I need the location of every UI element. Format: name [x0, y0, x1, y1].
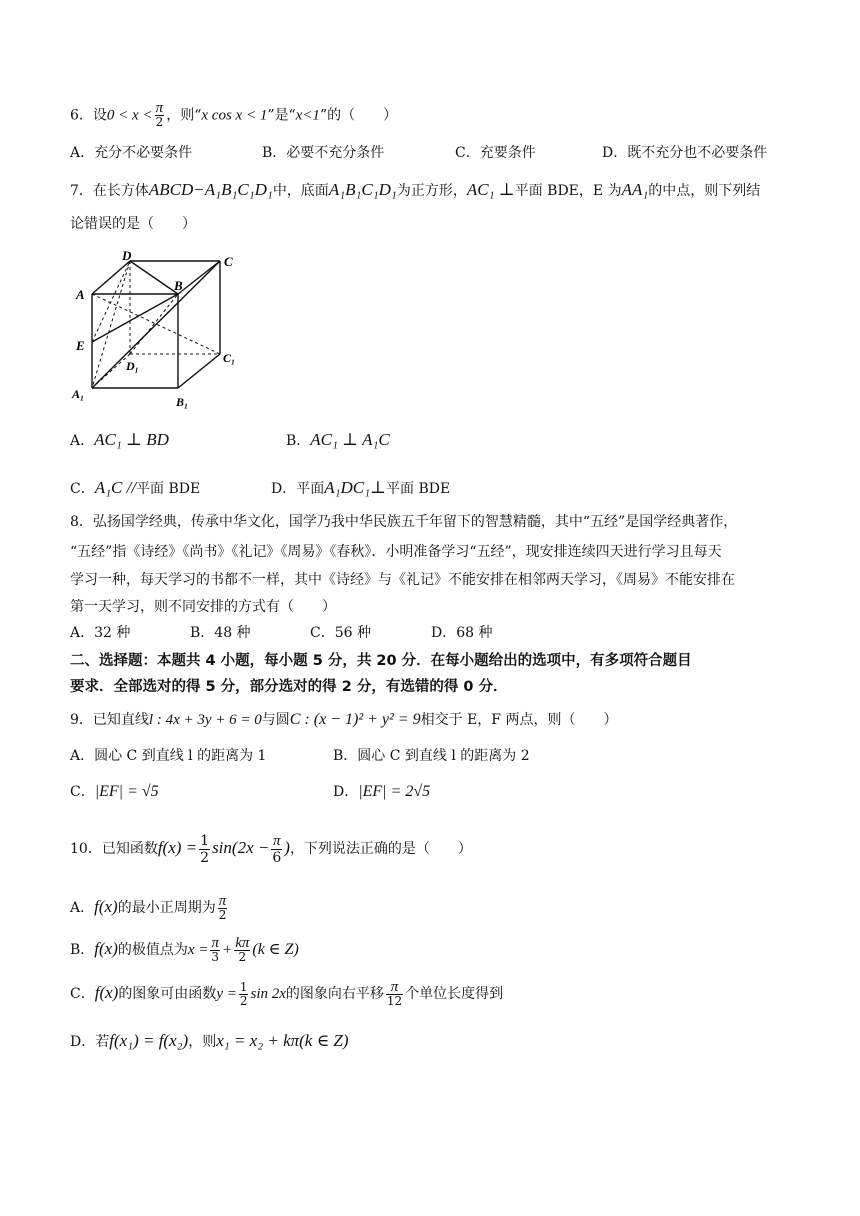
q6-option-d: D．既不充分也不必要条件	[602, 145, 768, 161]
q6-stem-c: ”是“	[267, 107, 296, 124]
q10-optc-sn: π	[386, 981, 403, 995]
q10-optc-text2: 的图象向右平移	[285, 986, 384, 1002]
q6-two: 2	[155, 115, 164, 129]
q7-opta-label: A．	[70, 433, 95, 449]
q10-optb-f1n: π	[211, 934, 219, 951]
q10-opta-text: 的最小正周期为	[117, 900, 216, 916]
q7-stem-a: 7．在长方体	[70, 183, 149, 199]
q10-option-d	[70, 1028, 349, 1055]
q9-circle-eq: C : (x − 1)² + y² = 9	[289, 711, 421, 728]
q8-option-a: A．32 种	[70, 625, 131, 641]
q8-line3: 学习一种，每天学习的书都不一样，其中《诗经》与《礼记》不能安排在相邻两天学习，《周易》不能安排在	[70, 572, 735, 588]
q9-stem-a: 9．已知直线	[70, 712, 149, 728]
q10-opta-label: A．	[70, 900, 95, 916]
q7-stem	[70, 180, 760, 201]
q7-optc-math: A₁C //	[94, 478, 137, 497]
q10-optb-label: B．	[70, 942, 95, 958]
q7-option-d	[271, 478, 450, 499]
fig-label-c: C	[224, 254, 233, 269]
q8-line1: 8．弘扬国学经典，传承中华文化，国学乃我中华民族五千年留下的智慧精髓，其中“五经”是国学经典著作，	[70, 514, 738, 530]
q10-half-den: 2	[200, 849, 210, 866]
q7-option-a	[70, 430, 169, 451]
q10-optb-tail: (k ∈ Z)	[252, 941, 299, 958]
q7-stem-b: 中，底面	[272, 183, 329, 199]
fig-label-c1: C₁	[223, 351, 236, 365]
q10-opta-fx: f(x)	[94, 897, 118, 916]
q7-stem-e: 的中点，则下列结	[648, 183, 761, 199]
q7-stem-c: 为正方形，	[396, 183, 467, 199]
q10-optd-label: D．若	[70, 1034, 110, 1050]
q10-optb-text: 的极值点为	[117, 942, 188, 958]
q6-expr2: x<1	[295, 107, 320, 124]
q6-stem-b: ，则“	[166, 107, 202, 124]
q6-pi: π	[155, 100, 164, 116]
q10-optb-plus: +	[222, 942, 233, 958]
q10-pi-over-6	[271, 833, 282, 866]
q9-optc-math: |EF| = √5	[94, 783, 159, 800]
q10-stem-a: 10．已知函数	[70, 841, 158, 857]
q7-ac1: AC₁ ⊥	[466, 180, 515, 199]
q7-optd-label: D．平面	[271, 481, 325, 497]
q10-optb-f2d: 2	[238, 949, 247, 964]
q9-option-b: B．圆心 C 到直线 l 的距离为 2	[333, 748, 530, 764]
q6-pi-over-2	[155, 102, 165, 129]
q10-option-b	[70, 932, 299, 967]
q6-option-c: C．充要条件	[455, 145, 536, 161]
q7-stem-line2: 论错误的是（ ）	[70, 216, 196, 232]
q10-opta-frac	[218, 892, 228, 922]
q10-optc-label: C．	[70, 986, 95, 1002]
q10-optc-hn: 1	[239, 979, 248, 994]
q6-option-a: A．充分不必要条件	[70, 145, 193, 161]
q10-optb-x: x =	[187, 942, 209, 958]
q7-optc-label: C．	[70, 481, 95, 497]
q9-option-c	[70, 782, 159, 802]
q10-optc-shift	[386, 978, 403, 1008]
section2-line1: 二、选择题：本题共 4 小题，每小题 5 分，共 20 分．在每小题给出的选项中，有多项符合题目	[70, 653, 692, 669]
q10-option-a	[70, 890, 229, 925]
q6-option-b: B．必要不充分条件	[262, 145, 385, 161]
q10-optc-half	[239, 981, 249, 1008]
q10-f-lhs: f(x) =	[157, 838, 198, 857]
q6-stem-d: ”的（ ）	[319, 107, 398, 124]
q7-stem-d: 平面 BDE，E 为	[514, 183, 622, 199]
q8-option-c: C．56 种	[310, 625, 371, 641]
q10-optb-f2n: kπ	[235, 934, 250, 951]
q10-sin-a: sin(2x −	[212, 838, 270, 857]
q10-optd-res: x₁ = x₂ + kπ(k ∈ Z)	[216, 1031, 349, 1050]
fig-label-a: A	[76, 287, 85, 302]
fig-label-b1: B₁	[176, 395, 189, 409]
q10-optc-sd: 12	[386, 993, 403, 1008]
q10-sin-b: )	[284, 838, 290, 857]
q9-optd-math: |EF| = 2√5	[358, 783, 431, 800]
q7-optc-tail: 平面 BDE	[136, 481, 201, 497]
q8-option-d: D．68 种	[431, 625, 493, 641]
q9-stem-c: 相交于 E，F 两点，则（ ）	[420, 712, 618, 728]
q7-base: A₁B₁C₁D₁	[328, 180, 397, 199]
q7-solid: ABCD−A₁B₁C₁D₁	[148, 180, 273, 199]
fig-label-b: B	[174, 278, 183, 293]
q9-optd-label: D．	[333, 784, 359, 800]
q7-option-c	[70, 478, 200, 499]
q7-optd-math: A₁DC₁⊥	[324, 478, 387, 497]
q6-expr1: x cos x < 1	[201, 107, 268, 124]
q10-optb-f1d: 3	[211, 949, 220, 964]
q10-half	[199, 833, 210, 866]
section2-line2: 要求．全部选对的得 5 分，部分选对的得 2 分，有选错的得 0 分．	[70, 679, 508, 695]
q7-optb-label: B．	[286, 433, 311, 449]
q7-opta-math: AC₁ ⊥ BD	[94, 430, 169, 449]
fig-label-e: E	[76, 338, 85, 353]
q8-line4: 第一天学习，则不同安排的方式有（ ）	[70, 599, 336, 615]
q10-optd-text: ，则	[188, 1034, 217, 1050]
q10-stem-b: ，下列说法正确的是（ ）	[289, 841, 472, 857]
q7-optd-tail: 平面 BDE	[386, 481, 451, 497]
q10-optb-frac2	[234, 934, 250, 964]
q6-cond: 0 < x <	[106, 107, 153, 124]
q8-option-b: B．48 种	[190, 625, 251, 641]
q10-opta-den: 2	[218, 907, 227, 922]
q10-optc-sin: sin 2x	[250, 986, 286, 1002]
q9-stem	[70, 710, 617, 730]
fig-label-d: D	[122, 248, 132, 263]
q10-optb-fx: f(x)	[94, 939, 118, 958]
fig-label-a1: A₁	[72, 387, 85, 401]
q10-optc-fx: f(x)	[94, 983, 119, 1002]
q8-line2: “五经”指《诗经》《尚书》《礼记》《周易》《春秋》．小明准备学习“五经”，现安排连续四天进行学习且每天	[70, 544, 722, 560]
q10-optc-y: y =	[216, 986, 237, 1002]
q10-optc-text: 的图象可由函数	[118, 986, 217, 1002]
q10-optc-hd: 2	[239, 993, 248, 1008]
q10-opta-num: π	[218, 892, 227, 909]
q6-stem-a: 6．设	[70, 107, 107, 124]
q9-option-d	[333, 782, 430, 802]
cuboid-figure	[68, 246, 248, 412]
q10-stem	[70, 828, 472, 869]
q10-half-num: 1	[200, 832, 210, 849]
q6-stem	[70, 102, 397, 129]
q7-option-b	[286, 430, 390, 451]
q9-optc-label: C．	[70, 784, 95, 800]
q9-stem-b: 与圆	[261, 712, 290, 728]
q10-six: 6	[272, 849, 282, 866]
q10-pi: π	[273, 832, 281, 849]
q10-optc-text3: 个单位长度得到	[405, 986, 504, 1002]
q7-optb-math: AC₁ ⊥ A₁C	[310, 430, 390, 449]
q9-line-eq: l : 4x + 3y + 6 = 0	[148, 712, 262, 728]
fig-label-d1: D₁	[126, 359, 139, 373]
q10-optd-eq: f(x₁) = f(x₂)	[109, 1031, 189, 1050]
q10-option-c	[70, 976, 503, 1011]
q10-optb-frac1	[210, 934, 220, 964]
q7-aa1: AA₁	[621, 180, 649, 199]
q9-option-a: A．圆心 C 到直线 l 的距离为 1	[70, 748, 267, 764]
